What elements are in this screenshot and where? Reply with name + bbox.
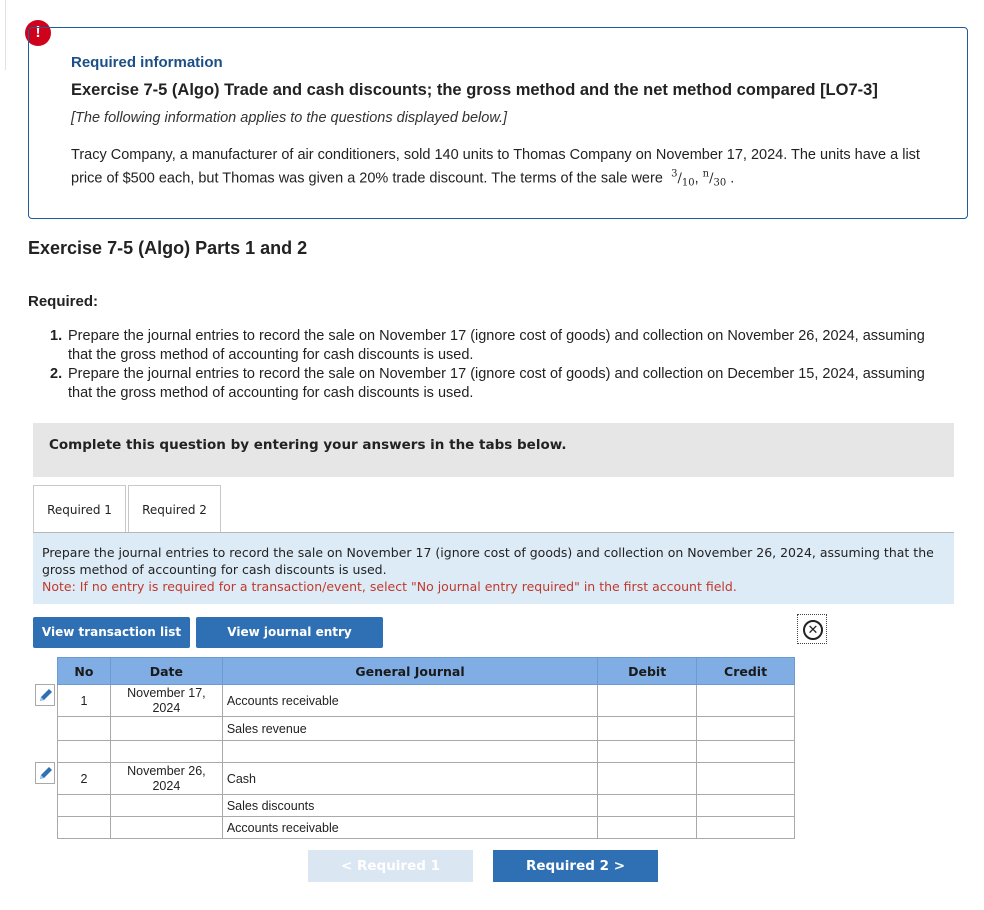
entry-date (110, 717, 222, 741)
debit-cell[interactable] (598, 741, 697, 763)
terms-fraction-2: $^n/_{30}$ (702, 169, 727, 189)
header-general-journal: General Journal (222, 658, 597, 685)
table-row (58, 817, 795, 839)
instruction-text: Prepare the journal entries to record the sale on November 17 (ignore cost of goods) and collection on November 26, 2024, assuming that the gross method of accounting for cash discounts is used. (42, 545, 934, 577)
requirements-list (50, 327, 950, 403)
tab-required-2[interactable]: Required 2 (128, 485, 221, 533)
general-journal-table (57, 657, 795, 839)
table-row (58, 685, 795, 717)
debit-cell[interactable] (598, 717, 697, 741)
table-row (58, 795, 795, 817)
instruction-panel (33, 533, 954, 604)
required-label: Required: (28, 293, 99, 310)
terms-fraction-1: $^3/_{10}$ (671, 169, 695, 189)
debit-cell[interactable] (598, 763, 697, 795)
account-cell[interactable]: Accounts receivable (222, 685, 597, 717)
entry-date (110, 741, 222, 763)
debit-cell[interactable] (598, 795, 697, 817)
entry-no (58, 717, 111, 741)
entry-date: November 26, 2024 (110, 763, 222, 795)
parts-title: Exercise 7-5 (Algo) Parts 1 and 2 (28, 238, 308, 258)
debit-cell[interactable] (598, 685, 697, 717)
prev-required-1-button[interactable]: < Required 1 (308, 850, 473, 882)
entry-no: 1 (58, 685, 111, 717)
close-circle-icon: ✕ (803, 620, 823, 640)
required-information-heading: Required information (71, 54, 223, 71)
credit-cell[interactable] (697, 717, 795, 741)
scenario-text: Tracy Company, a manufacturer of air conditioners, sold 140 units to Thomas Company on November 17, 2024. The units have a list price of $500 each, but Thomas was given a 20% trade discount. The terms of the sale were $^3/_{10}$, $^n/_{30}$ . (71, 147, 920, 189)
clear-entries-button[interactable] (797, 614, 827, 644)
entry-date: November 17, 2024 (110, 685, 222, 717)
account-cell[interactable]: Accounts receivable (222, 817, 597, 839)
journal-header-row (58, 658, 795, 685)
table-row (58, 717, 795, 741)
account-cell[interactable] (222, 741, 597, 763)
account-cell[interactable]: Cash (222, 763, 597, 795)
entry-date (110, 795, 222, 817)
requirement-item: 2. Prepare the journal entries to record the sale on November 17 (ignore cost of goods) and collection on December 15, 2024, assuming that the gross method of accounting for cash discounts is used. (50, 366, 925, 401)
info-note: [The following information applies to the questions displayed below.] (71, 110, 508, 126)
required-information-box (28, 27, 968, 219)
credit-cell[interactable] (697, 685, 795, 717)
edit-entry-1-button[interactable] (35, 684, 55, 706)
table-row (58, 741, 795, 763)
exercise-title: Exercise 7-5 (Algo) Trade and cash discounts; the gross method and the net method compared [LO7-3] (71, 81, 878, 99)
header-debit: Debit (598, 658, 697, 685)
header-no: No (58, 658, 111, 685)
scenario-body: Tracy Company, a manufacturer of air conditioners, sold 140 units to Thomas Company on November 17, 2024. The units have a list price of $500 each, but Thomas was given a 20% trade discount. The terms of the sale were (71, 147, 920, 187)
view-journal-entry-worksheet-button[interactable]: View journal entry (196, 617, 383, 648)
next-required-2-button[interactable]: Required 2 > (493, 850, 658, 882)
view-transaction-list-button[interactable]: View transaction list (33, 617, 190, 648)
entry-no: 2 (58, 763, 111, 795)
account-cell[interactable]: Sales discounts (222, 795, 597, 817)
pencil-icon (38, 765, 54, 781)
entry-date (110, 817, 222, 839)
credit-cell[interactable] (697, 741, 795, 763)
credit-cell[interactable] (697, 795, 795, 817)
credit-cell[interactable] (697, 763, 795, 795)
table-row (58, 763, 795, 795)
pencil-icon (38, 687, 54, 703)
complete-question-banner: Complete this question by entering your answers in the tabs below. (33, 423, 954, 477)
entry-no (58, 817, 111, 839)
credit-cell[interactable] (697, 817, 795, 839)
alert-icon: ! (25, 20, 51, 46)
entry-no (58, 795, 111, 817)
edit-entry-2-button[interactable] (35, 762, 55, 784)
header-date: Date (110, 658, 222, 685)
account-cell[interactable]: Sales revenue (222, 717, 597, 741)
instruction-note: Note: If no entry is required for a transaction/event, select "No journal entry required" in the first account field. (42, 579, 737, 594)
entry-no (58, 741, 111, 763)
debit-cell[interactable] (598, 817, 697, 839)
tab-required-1[interactable]: Required 1 (33, 485, 126, 534)
requirement-item: 1. Prepare the journal entries to record the sale on November 17 (ignore cost of goods) and collection on November 26, 2024, assuming that the gross method of accounting for cash discounts is used. (50, 328, 925, 363)
header-credit: Credit (697, 658, 795, 685)
left-edge-divider (0, 0, 6, 70)
